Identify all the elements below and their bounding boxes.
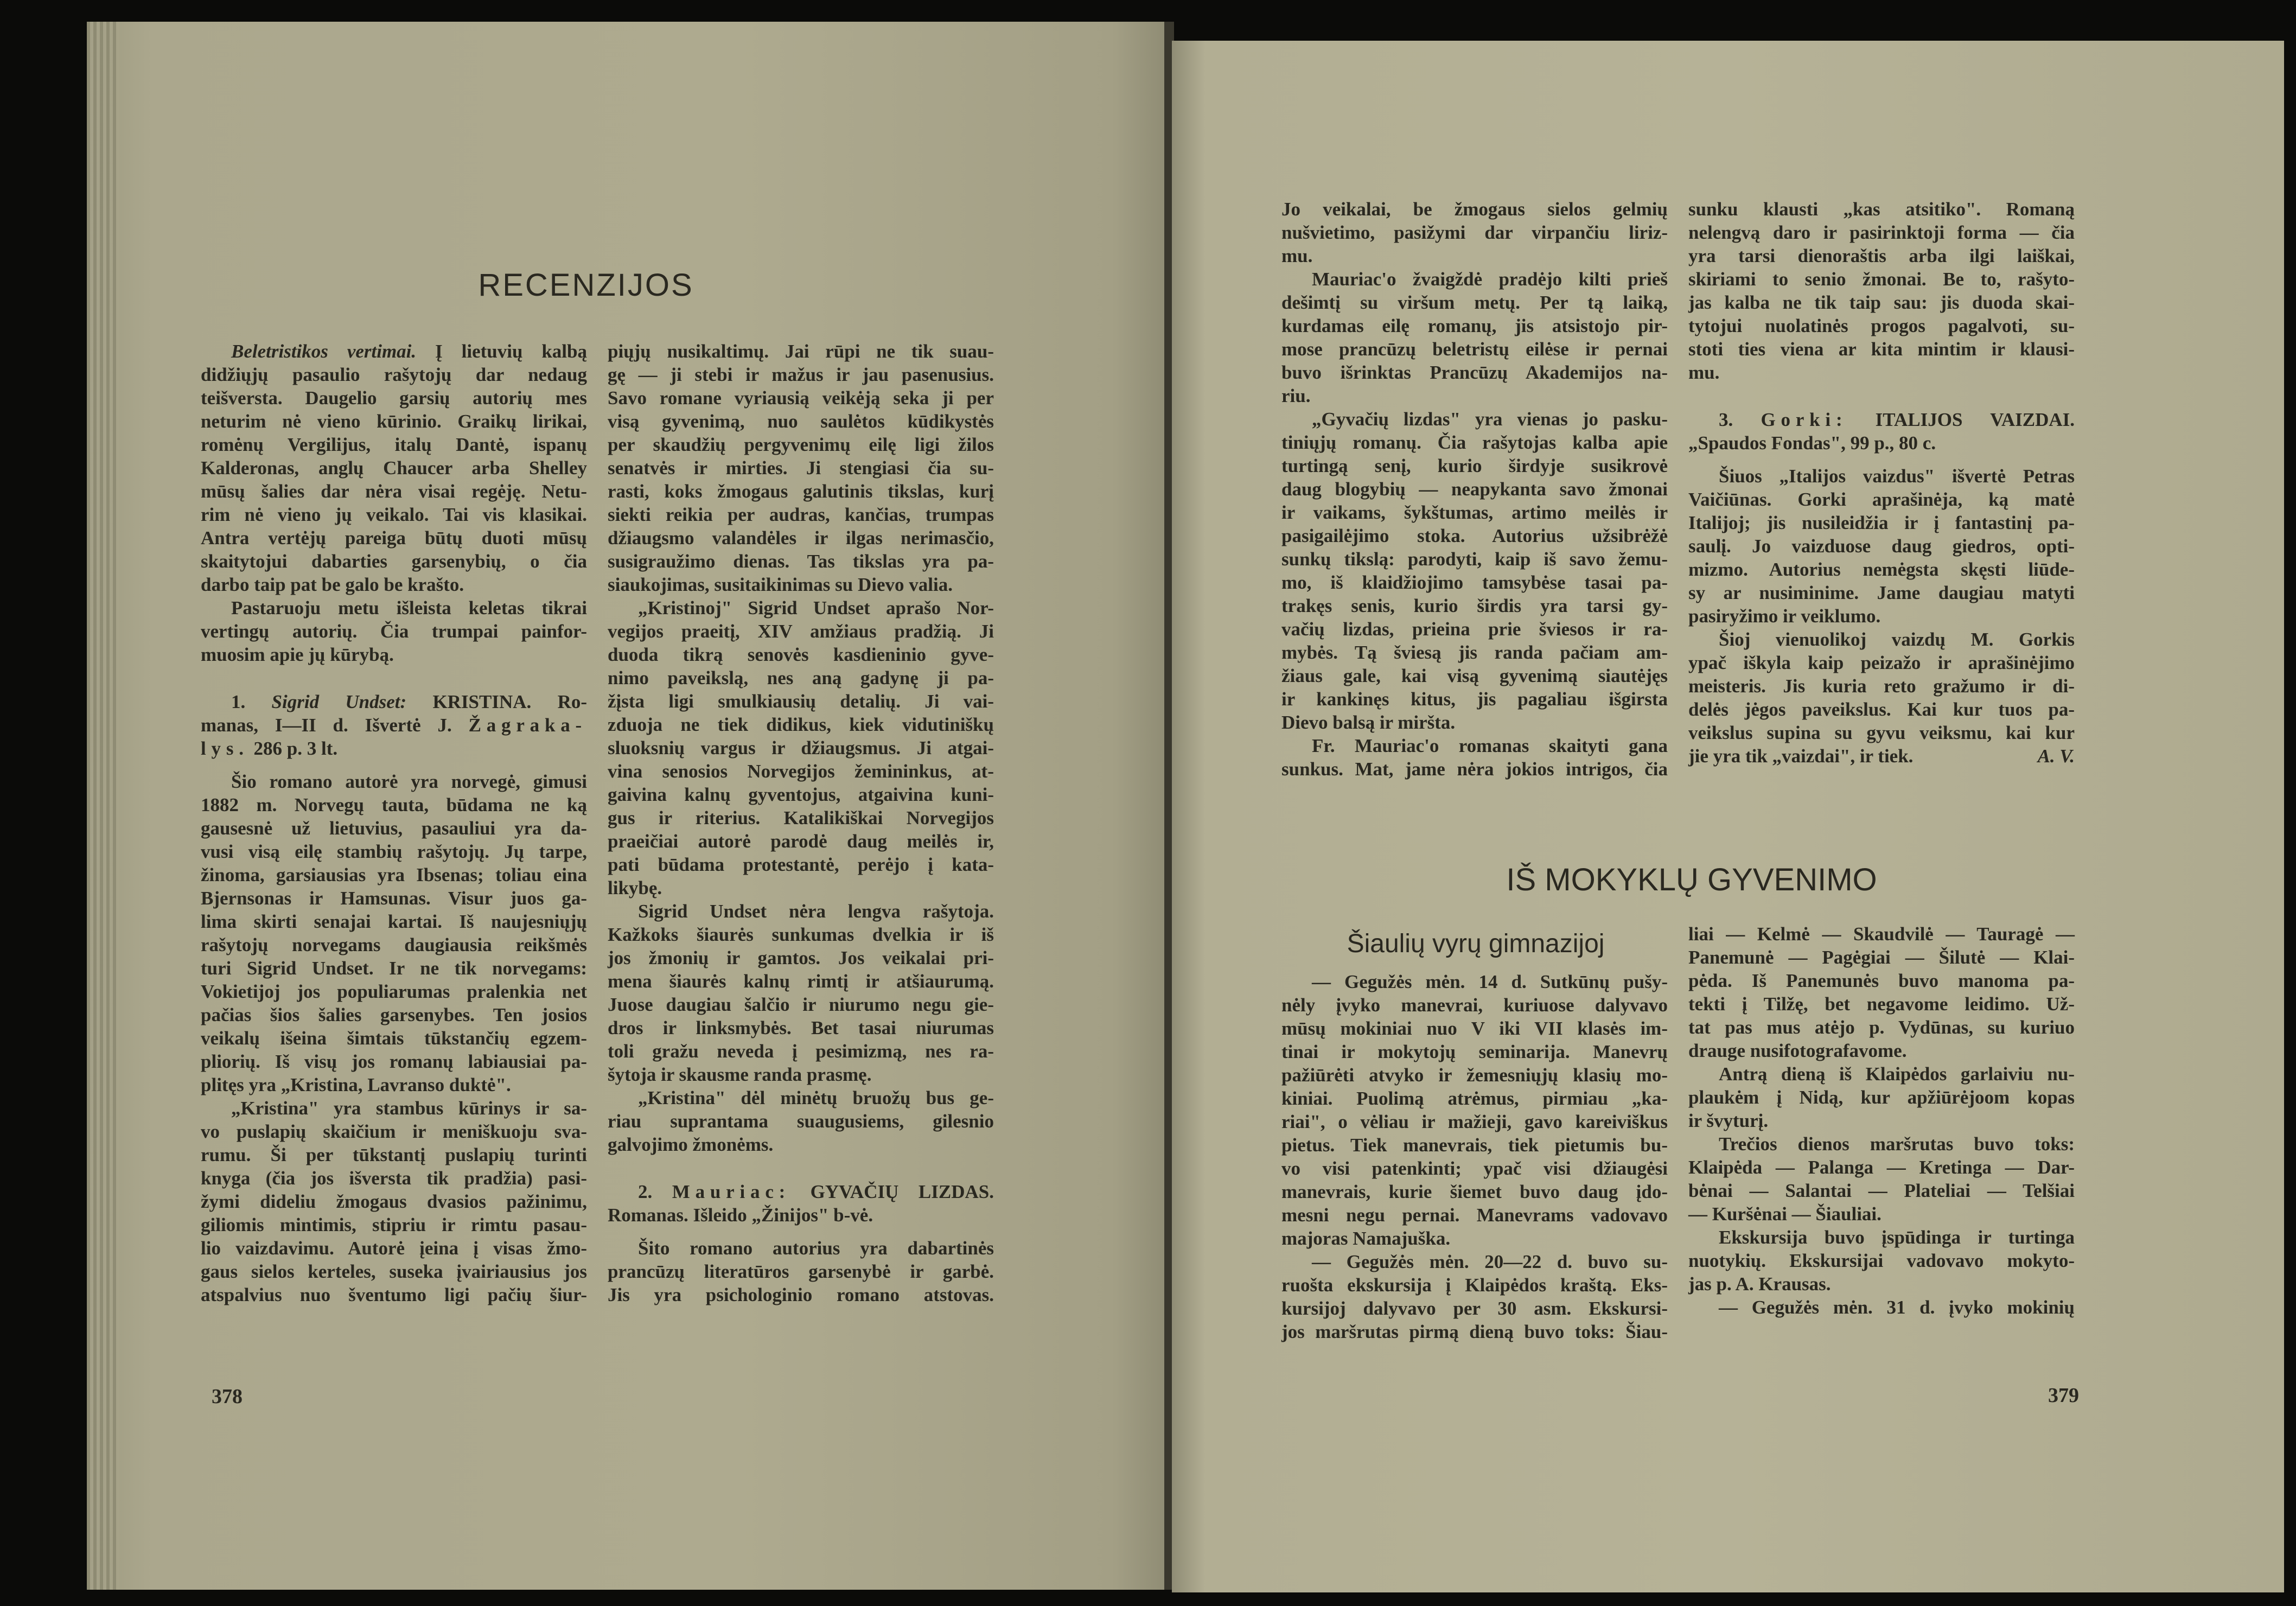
text-line: 3. Gorki: ITALIJOS VAIZDAI. (1719, 409, 2075, 430)
text-line: mizmo. Autorius nemėgsta skęsti liūde- (1688, 559, 2075, 580)
paragraph (1688, 1062, 2075, 1132)
page-number-right: 379 (2048, 1384, 2079, 1407)
text-line: gę — ji stebi ir mažus ir jau pasenusius. (608, 364, 994, 385)
text-line: Fr. Mauriac'o romanas skaityti gana (1312, 735, 1668, 756)
section-title-recenzijos: RECENZIJOS (478, 267, 694, 303)
text-line: kurdamas eilę romanų, jis atsistojo pir- (1281, 315, 1668, 336)
text-line: jas kalba ne tik taip sau: jis duoda skai- (1688, 292, 2075, 313)
text-line: veikalų išeina šimtais tūkstančių egzem- (201, 1028, 587, 1049)
text-line: siekti reikia per audras, kančias, trumpas (608, 504, 994, 525)
page-stack-edges (87, 22, 119, 1590)
text-line: Kalderonas, anglų Chaucer arba Shelley (201, 457, 587, 479)
left-column-1 (201, 340, 587, 1307)
text-line: Sigrid Undset nėra lengva rašytoja. (638, 901, 994, 922)
text-line: vertingų autorių. Čia trumpai painfor- (201, 621, 587, 642)
text-line: tytojui nuolatinės progos pagalvoti, su- (1688, 315, 2075, 336)
text-line: gausesnė už lietuvius, pasauliui yra da- (201, 818, 587, 839)
text-line: delės jėgos paveikslus. Kai kur tuos pa- (1688, 699, 2075, 720)
text-line: mesni negu pernai. Manevrams vadovavo (1281, 1204, 1668, 1226)
review-heading (1688, 408, 2075, 455)
paragraph (1281, 734, 1668, 781)
text-line: likybę. (608, 877, 662, 898)
text-line: Antrą dieną iš Klaipėdos garlaiviu nu- (1719, 1063, 2075, 1085)
text-line: 2. Mauriac: GYVAČIŲ LIZDAS. (638, 1181, 994, 1202)
text-line: mu. (1688, 362, 1720, 383)
text-line: nimo paveikslą, nes aną gadynę ji pa- (608, 667, 994, 689)
text-line: neturim nė vieno kūrinio. Graikų lirikai, (201, 411, 587, 432)
text-line: mybės. Tą šviesą jis randa pačiam am- (1281, 642, 1668, 663)
text-line: tiniųjų romanų. Čia rašytojas kalba apie (1281, 432, 1668, 453)
text-line: Šito romano autorius yra dabartinės (638, 1238, 994, 1259)
paragraph (1688, 922, 2075, 1062)
text-line: pati būdama protestantė, perėjo į kata- (608, 854, 994, 875)
text-line: atspalvius nuo šventumo ligi pačių šiur- (201, 1284, 587, 1305)
text-line: yra tarsi dienoraštis arba ilgi laiškai, (1688, 245, 2075, 266)
text-line: jie yra tik „vaizdai", ir tiek. A. V. (1688, 745, 2075, 767)
text-line: skaitytojui dabarties garsenybių, o čia (201, 551, 587, 572)
text-line: gus ir riterius. Katalikiškai Norvegijos (608, 807, 994, 829)
text-line: pasigailėjimo stoka. Autorius užsibrėžė (1281, 525, 1668, 546)
text-line: Italijoj; jis nusileidžia ir į fantastinį pa- (1688, 512, 2075, 533)
text-line: vegijos praeitį, XIV amžiaus pradžią. Ji (608, 621, 994, 642)
text-line: žįsta ligi smulkiausių detalių. Ji vai- (608, 691, 994, 712)
text-line: šytoja ir skausme randa prasmę. (608, 1064, 872, 1085)
text-line: Savo romane vyriausią veikėją seka ji per (608, 387, 994, 409)
text-line: ir vaikams, šykštumas, artimo meilės ir (1281, 502, 1668, 523)
text-line: sy ar nusiminime. Jame daugiau matyti (1688, 582, 2075, 603)
subsection-title: Šiaulių vyrų gimnazijoj (1347, 929, 1605, 958)
text-line: per skaudžių pergyvenimų eilę ligi žilos (608, 434, 994, 455)
text-line: buvo išrinktas Prancūzų Akademijos na- (1281, 362, 1668, 383)
text-line: Pastaruoju metu išleista keletas tikrai (231, 597, 587, 619)
text-line: žiaus gale, kai visą gyvenimą siautėjęs (1281, 665, 1668, 686)
text-line: mu. (1281, 245, 1313, 266)
text-line: stoti ties viena ar kita mintim ir klausi- (1688, 339, 2075, 360)
paragraph (608, 596, 994, 900)
text-line: mūsų šalies dar nėra visai regėję. Netu- (201, 481, 587, 502)
text-line: Mauriac'o žvaigždė pradėjo kilti prieš (1312, 269, 1668, 290)
text-line: meisteris. Jis kuria reto gražumo ir di- (1688, 675, 2075, 697)
text-line: pliorių. Iš visų jos romanų labiausiai pa- (201, 1051, 587, 1072)
paragraph (608, 1237, 994, 1307)
text-line: vačių lizdas, prieina prie šviesos ir ra- (1281, 619, 1668, 640)
text-line: manevrais, kurie šiemet buvo daug įdo- (1281, 1181, 1668, 1202)
text-line: skiriami to senio žmonai. Be to, rašyto- (1688, 269, 2075, 290)
text-line: didžiųjų pasaulio rašytojų dar nedaug (201, 364, 587, 385)
text-line: žymi dideliu žmogaus dvasios pažinimu, (201, 1191, 587, 1212)
text-line: „Spaudos Fondas", 99 p., 80 c. (1688, 432, 1936, 454)
text-line: galvojimo žmonėms. (608, 1134, 774, 1155)
text-line: kiniai. Puolimą atrėmus, pirmiau „ka- (1281, 1088, 1668, 1109)
text-line: romėnų Vergilijus, italų Dantė, ispanų (201, 434, 587, 455)
text-line: rim nė vieno jų veikalo. Tai vis klasikai. (201, 504, 587, 525)
text-line: „Kristina" yra stambus kūrinys ir sa- (231, 1098, 587, 1119)
text-line: Romanas. Išleido „Žinijos" b-vė. (608, 1204, 873, 1226)
text-line: dešimtį su viršum metų. Per tą laiką, (1281, 292, 1668, 313)
text-line: siaukojimas, susitaikinimas su Dievo valia. (608, 574, 953, 595)
text-line: mo, iš klaidžiojimo tamsybėse tasai pa- (1281, 572, 1668, 593)
text-line: nušvietimo, pasižymi dar virpančiu liriz- (1281, 222, 1668, 243)
text-line: liai — Kelmė — Skaudvilė — Tauragė — (1688, 923, 2075, 945)
text-line: saulį. Jo vaizduose daug giedros, opti- (1688, 536, 2075, 557)
text-line: trakęs senis, kurio širdis yra tarsi gy- (1281, 595, 1668, 616)
paragraph (608, 1086, 994, 1156)
paragraph (201, 596, 587, 666)
text-line: — Gegužės mėn. 20—22 d. buvo su- (1312, 1251, 1668, 1272)
text-line: majoras Namajuška. (1281, 1228, 1451, 1249)
text-line: rumu. Ši per tūkstantį puslapių turinti (201, 1144, 587, 1165)
review-heading (201, 690, 587, 760)
text-line: prancūzų literatūros garsenybė ir garbė. (608, 1261, 994, 1282)
paragraph (1688, 1226, 2075, 1296)
text-line: Panemunė — Pagėgiai — Šilutė — Klai- (1688, 947, 2075, 968)
text-line: Dievo balsą ir miršta. (1281, 712, 1456, 733)
text-line: pačias šios šalies garsenybes. Ten josios (201, 1004, 587, 1025)
text-line: daug blogybių — neapykanta savo žmonai (1281, 479, 1668, 500)
text-line: bėnai — Salantai — Plateliai — Telšiai (1688, 1180, 2075, 1201)
text-line: Beletristikos vertimai. Į lietuvių kalbą (231, 341, 587, 362)
text-line: Šiuos „Italijos vaizdus" išvertė Petras (1719, 466, 2075, 487)
text-line: vo puslapių skaičium ir meniškuoju sva- (201, 1121, 587, 1142)
text-line: Šio romano autorė yra norvegė, gimusi (231, 771, 587, 792)
text-line: manas, I—II d. Išvertė J. Žagraka- (201, 715, 587, 736)
text-line: muosim apie jų kūrybą. (201, 644, 394, 665)
text-line: jos maršrutas pirmą dieną buvo toks: Šiau- (1281, 1321, 1668, 1342)
text-line: duoda tikrą senovės kasdieninio gyve- (608, 644, 994, 665)
text-line: vusi visą eilę stambių rašytojų. Jų tarpe, (201, 841, 587, 862)
text-line: tinai ir mokytojų seminarija. Manevrų (1281, 1041, 1668, 1062)
text-line: Bjernsonas ir Hamsunas. Visur juos ga- (201, 888, 587, 909)
text-line: „Gyvačių lizdas" yra vienas jo pasku- (1312, 409, 1668, 430)
text-line: jos žmonių ir gamtos. Jos veikalai pri- (608, 947, 994, 968)
text-line: „Kristinoj" Sigrid Undset aprašo Nor- (638, 597, 994, 619)
text-line: knyga (čia jos išversta tik pradžia) pasi- (201, 1168, 587, 1189)
text-line: sluoksnių vargus ir džiaugsmus. Ji atgai- (608, 737, 994, 759)
text-line: riai", o vėliau ir mažieji, gavo kareiviškus (1281, 1111, 1668, 1132)
paragraph (201, 1097, 587, 1307)
text-line: Klaipėda — Palanga — Kretinga — Dar- (1688, 1157, 2075, 1178)
paragraph (201, 770, 587, 1097)
text-line: kursijoj dalyvavo per 30 asm. Ekskursi- (1281, 1298, 1668, 1319)
text-line: gaus sielos kerteles, suseka įvairiausius jos (201, 1261, 587, 1282)
text-line: Vokietijoj jos populiarumas pralenkia net (201, 981, 587, 1002)
text-line: Antra vertėjų pareiga būtų duoti mūsų (201, 527, 587, 549)
text-line: Jis yra psichologinio romano atstovas. (608, 1284, 994, 1305)
text-line: Ekskursija buvo įspūdinga ir turtinga (1719, 1227, 2075, 1248)
text-line: senatvės ir mirties. Ji stengiasi čia su- (608, 457, 994, 479)
text-line: rasti, koks žmogaus galutinis tikslas, kurį (608, 481, 994, 502)
paragraph (608, 340, 994, 596)
paragraph (1281, 970, 1668, 1250)
text-line: džiaugsmo valandėles ir ilgas nerimasčio, (608, 527, 994, 549)
review-heading (608, 1180, 994, 1227)
paragraph (1688, 628, 2075, 768)
text-line: toli gražu neveda į pesimizmą, nes ra- (608, 1041, 994, 1062)
text-line: piųjų nusikaltimų. Jai rūpi ne tik suau- (608, 341, 994, 362)
text-line: Šioj vienuolikoj vaizdų M. Gorkis (1719, 629, 2075, 650)
text-line: pasiryžimo ir veiklumo. (1688, 606, 1881, 627)
text-line: rašytojų norvegams daugiausia reikšmės (201, 934, 587, 955)
text-line: lio vaizdavimu. Autorė įeina į visas žmo- (201, 1238, 587, 1259)
text-line: turtingą senį, kurio širdyje susikrovė (1281, 455, 1668, 476)
left-column-2 (608, 340, 994, 1307)
text-line: sunkų tikslą: parodyti, kaip iš savo žemu- (1281, 549, 1668, 570)
paragraph (1688, 464, 2075, 628)
right-column-2 (1688, 197, 2075, 768)
paragraph (1281, 1250, 1668, 1343)
paragraph (1281, 407, 1668, 734)
text-line: plaukėm į Nidą, kur apžiūrėjoom kopas (1688, 1087, 2075, 1108)
text-line: turi Sigrid Undset. Ir ne tik norvegams: (201, 958, 587, 979)
text-line: zduoja ne tiek didikus, kiek vidutiniškų (608, 714, 994, 735)
text-line: teišversta. Daugelio garsių autorių mes (201, 387, 587, 409)
text-line: veikslus supina su gyvu veiksmu, kai kur (1688, 722, 2075, 743)
right-bottom-column-1 (1281, 970, 1668, 1343)
text-line: giliomis mintimis, stipriu ir rimtu pasau- (201, 1214, 587, 1235)
text-line: 1882 m. Norvegų tauta, būdama ne ką (201, 794, 587, 815)
text-line: lima skirti senajai kartai. Iš naujesniųjų (201, 911, 587, 932)
paragraph (1688, 1296, 2075, 1319)
text-line: ir švyturį. (1688, 1110, 1769, 1131)
text-line: nėly įvyko manevrai, kuriuose dalyvavo (1281, 995, 1668, 1016)
text-line: plitęs yra „Kristina, Lavranso duktė". (201, 1074, 511, 1095)
text-line: ir kankinęs kitus, jis pagaliau išgirsta (1281, 689, 1668, 710)
text-line: gaivina kalnų gyventojus, atgaivina kuni- (608, 784, 994, 805)
paragraph (1688, 1132, 2075, 1226)
text-line: žinoma, garsiausias yra Ibsenas; toliau eina (201, 864, 587, 885)
text-line: vo visi patenkinti; ypač visi džiaugėsi (1281, 1158, 1668, 1179)
text-line: „Kristina" dėl minėtų bruožų bus ge- (638, 1087, 994, 1108)
text-line: ruošta ekskursija į Klaipėdos kraštą. Eks- (1281, 1274, 1668, 1296)
text-line: — Gegužės mėn. 14 d. Sutkūnų pušy- (1312, 971, 1668, 992)
text-line: mūsų mokiniai nuo V iki VII klasės im- (1281, 1018, 1668, 1039)
text-line: dros ir linksmybės. Bet tasai niurumas (608, 1017, 994, 1038)
text-line: ypač iškyla kaip peizažo ir aprašinėjimo (1688, 652, 2075, 673)
text-line: Vaičiūnas. Gorki aprašinėja, ką matė (1688, 489, 2075, 510)
right-bottom-column-2 (1688, 922, 2075, 1319)
text-line: vina senosios Norvegijos žemininkus, at- (608, 761, 994, 782)
text-line: pažiūrėti atvyko ir žemesniųjų klasių mo- (1281, 1065, 1668, 1086)
text-line: nuotykių. Ekskursijai vadovavo mokyto- (1688, 1250, 2075, 1271)
text-line: Jo veikalai, be žmogaus sielos gelmių (1281, 199, 1668, 220)
text-line: riu. (1281, 385, 1311, 406)
text-line: Juose daugiau šalčio ir niurumo negu gie- (608, 994, 994, 1015)
section-title-school-life: IŠ MOKYKLŲ GYVENIMO (1506, 862, 1877, 897)
paragraph (201, 340, 587, 596)
paragraph (1688, 197, 2075, 384)
text-line: sunku klausti „kas atsitiko". Romaną (1688, 199, 2075, 220)
text-line: sunkus. Mat, jame nėra jokios intrigos, čia (1281, 759, 1668, 780)
text-line: darbo taip pat be galo be krašto. (201, 574, 464, 595)
text-line: nelengvą daro ir pasirinktoji forma — čia (1688, 222, 2075, 243)
text-line: Trečios dienos maršrutas buvo toks: (1719, 1133, 2075, 1155)
text-line: — Gegužės mėn. 31 d. įvyko mokinių (1719, 1297, 2075, 1318)
text-line: praeičiai autorė parodė daug meilės ir, (608, 831, 994, 852)
paragraph (1281, 197, 1668, 267)
author-signature: A. V. (2037, 745, 2075, 767)
text-line: visą gyvenimą, nuo saulėtos kūdikystės (608, 411, 994, 432)
text-line: lys. 286 p. 3 lt. (201, 738, 338, 759)
paragraph (1281, 267, 1668, 407)
paragraph (608, 900, 994, 1086)
text-line: riau suprantama suaugusiems, gilesnio (608, 1111, 994, 1132)
text-line: pietus. Tiek manevrais, tiek pietumis bu- (1281, 1135, 1668, 1156)
text-line: pėda. Iš Panemunės buvo manoma pa- (1688, 970, 2075, 991)
text-line: mena šiaurės kalnų rimtį ir atšiaurumą. (608, 971, 994, 992)
text-line: mose prancūzų beletristų eilėse ir pernai (1281, 339, 1668, 360)
page-number-left: 378 (212, 1385, 243, 1408)
text-line: tekti į Tilžę, bet negavome leidimo. Už- (1688, 993, 2075, 1015)
text-line: Kažkoks šiaurės sunkumas dvelkia ir iš (608, 924, 994, 945)
text-line: drauge nusifotografavome. (1688, 1040, 1907, 1061)
text-line: tat pas mus atėjo p. Vydūnas, su kuriuo (1688, 1017, 2075, 1038)
right-column-1 (1281, 197, 1668, 781)
text-line: jas p. A. Krausas. (1688, 1273, 1831, 1295)
text-line: 1. Sigrid Undset: KRISTINA. Ro- (231, 691, 588, 712)
text-line: susigraužimo dienas. Tas tikslas yra pa- (608, 551, 994, 572)
text-line: — Kuršėnai — Šiauliai. (1688, 1203, 1882, 1225)
